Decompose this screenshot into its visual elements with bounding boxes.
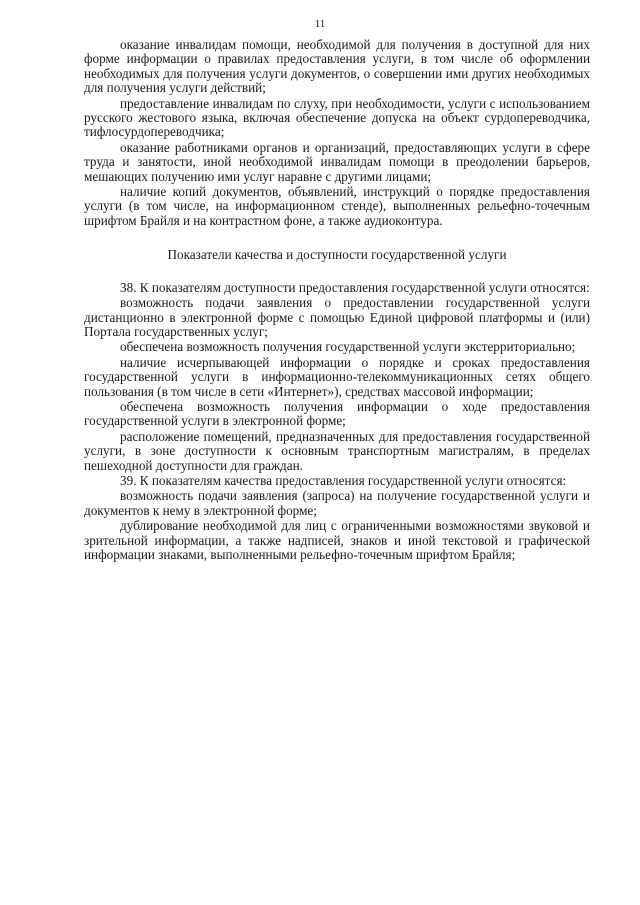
paragraph: возможность подачи заявления о предоставлении государственной услуги дистанционно в электронной форме с помощью Единой цифровой платформы и (или) Портала государственных услуг;	[84, 295, 590, 339]
paragraph: 39. К показателям качества предоставления государственной услуги относятся:	[120, 472, 567, 488]
section-heading: Показатели качества и доступности государственной услуги	[167, 247, 507, 263]
paragraph: 38. К показателям доступности предоставления государственной услуги относятся:	[120, 279, 590, 295]
paragraph: обеспечена возможность получения государственной услуги экстерриториально;	[120, 339, 576, 355]
paragraph: обеспечена возможность получения информации о ходе предоставления государственной услуги в электронной форме;	[84, 398, 590, 429]
paragraph: предоставление инвалидам по слуху, при необходимости, услуги с использованием русского жестового языка, включая обеспечение допуска на объект сурдопереводчика, тифлосурдопереводчика;	[84, 95, 590, 140]
paragraph: расположение помещений, предназначенных для предоставления государственной услуги, в зоне доступности к основным транспортным магистралям, в пределах пешеходной доступности для граждан.	[84, 428, 590, 473]
paragraph: наличие исчерпывающей информации о порядке и сроках предоставления государственной услуги в информационно-телекоммуникационных сетях общего пользования (в том числе в сети «Интернет»), средствах массовой информации;	[84, 354, 590, 399]
paragraph: возможность подачи заявления (запроса) на получение государственной услуги и документов к нему в электронной форме;	[84, 488, 590, 518]
paragraph: наличие копий документов, объявлений, инструкций о порядке предоставления услуги (в том числе, на информационном стенде), выполненных рельефно-точечным шрифтом Брайля и на контрастном фоне, а также аудиоконтура.	[84, 184, 590, 228]
page-number: 11	[314, 18, 326, 30]
document-body	[84, 38, 590, 563]
paragraph: оказание работниками органов и организаций, предоставляющих услуги в сфере труда и занятости, иной необходимой инвалидам помощи в преодолении барьеров, мешающих получению ими услуг наравне с другими лицами;	[84, 139, 590, 184]
paragraph: дублирование необходимой для лиц с ограниченными возможностями звуковой и зрительной информации, а также надписей, знаков и иной текстовой и графической информации знаками, выполненными рельефно-точечным шрифтом Брайля;	[84, 518, 590, 562]
paragraph: оказание инвалидам помощи, необходимой для получения в доступной для них форме информации о правилах предоставления услуги, в том числе об оформлении необходимых для получения услуги документов, о совершении ими других необходимых для получения услуги действий;	[84, 37, 590, 96]
